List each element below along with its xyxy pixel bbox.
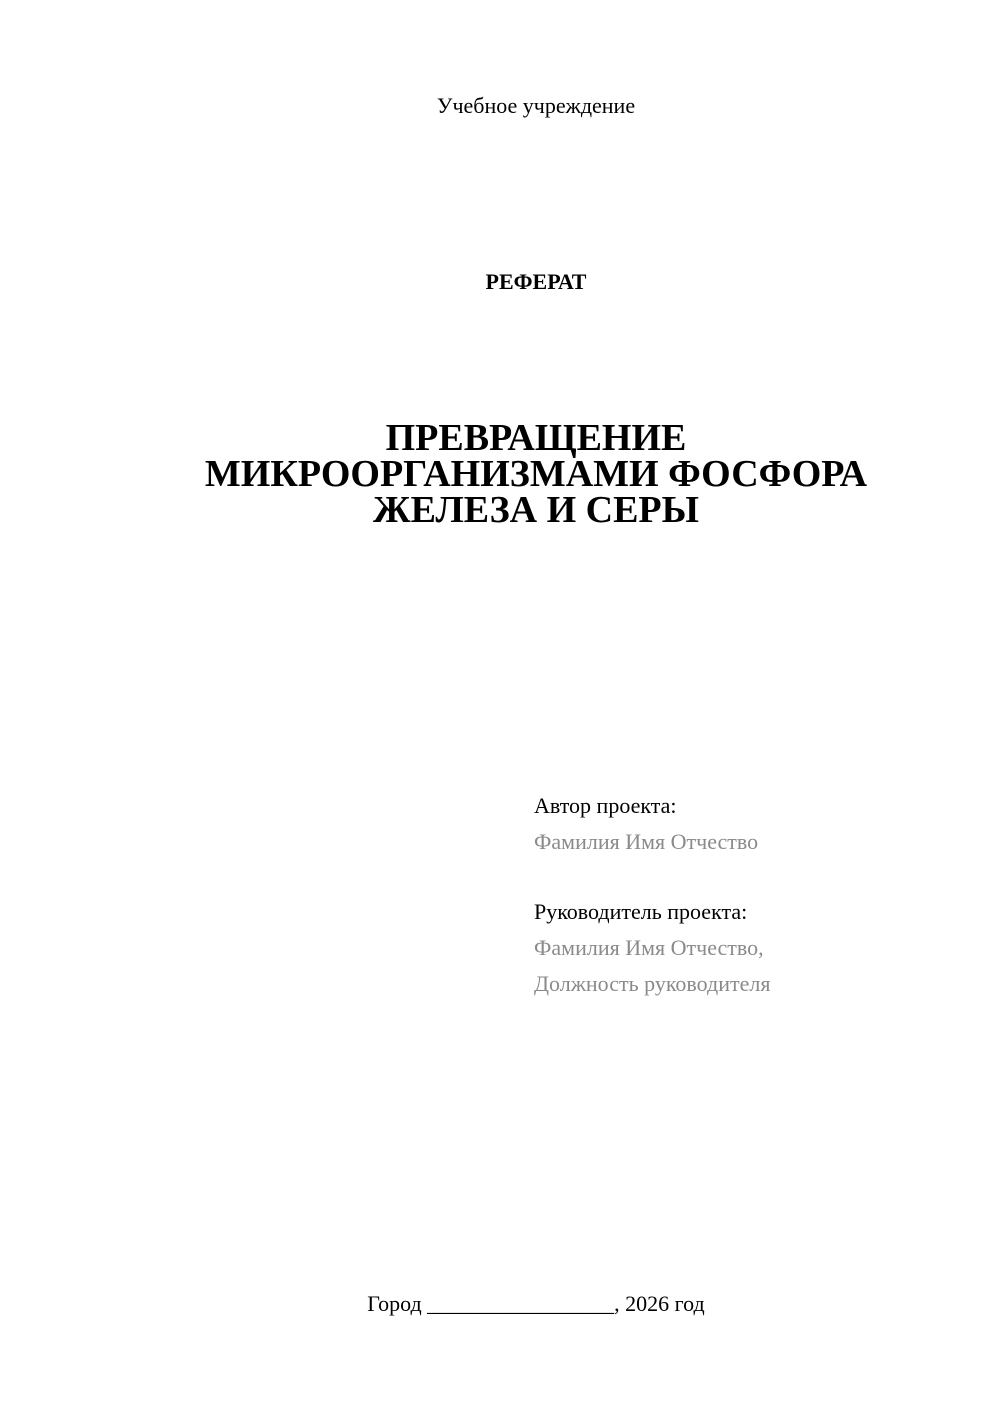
supervisor-label: Руководитель проекта:	[534, 899, 748, 924]
project-people	[534, 788, 974, 1002]
title-line: МИКРООРГАНИЗМАМИ ФОСФОРА	[204, 453, 868, 495]
author-name: Фамилия Имя Отчество	[534, 829, 759, 854]
title-line: ПРЕВРАЩЕНИЕ	[385, 417, 687, 459]
author-label: Автор проекта:	[534, 793, 677, 818]
city-year-line: Город _________________, 2026 год	[367, 1291, 705, 1316]
title-line: ЖЕЛЕЗА И СЕРЫ	[373, 489, 699, 531]
supervisor-position: Должность руководителя	[534, 971, 771, 996]
document-type: РЕФЕРАТ	[485, 269, 587, 294]
spacer	[534, 860, 974, 894]
institution-name: Учебное учреждение	[436, 93, 636, 118]
document-title	[0, 417, 1000, 531]
supervisor-name: Фамилия Имя Отчество,	[534, 935, 764, 960]
